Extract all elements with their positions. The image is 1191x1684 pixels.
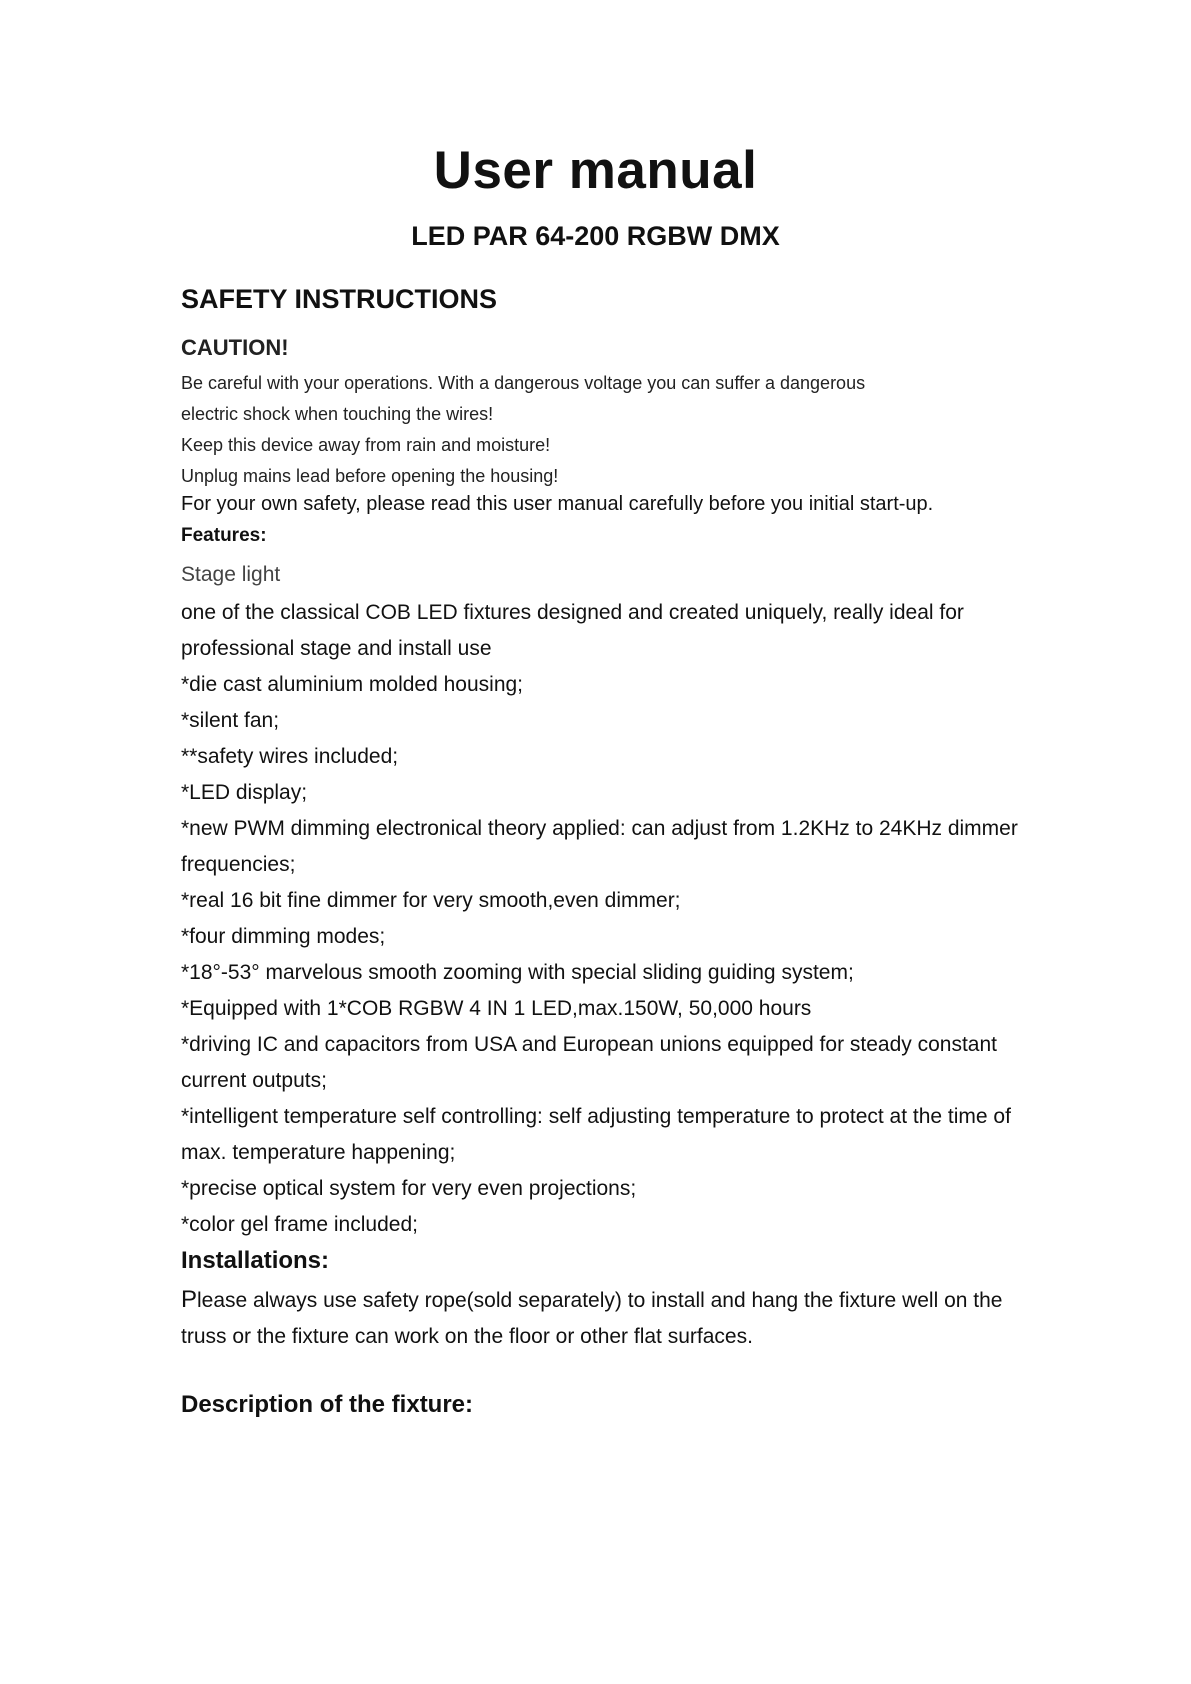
feature-line: *intelligent temperature self controlling: self adjusting temperature to protect at the time of — [181, 1105, 1011, 1128]
feature-line: one of the classical COB LED fixtures designed and created uniquely, really ideal for — [181, 601, 964, 624]
page-title: User manual — [433, 141, 758, 200]
features-category: Stage light — [181, 563, 281, 586]
description-heading: Description of the fixture: — [181, 1391, 474, 1418]
caution-list — [181, 368, 865, 492]
feature-line: **safety wires included; — [181, 745, 399, 768]
read-manual-notice: For your own safety, please read this user manual carefully before you initial start-up. — [181, 493, 934, 515]
installations-initial: P — [181, 1286, 198, 1313]
installations-line1: lease always use safety rope(sold separately) to install and hang the fixture well on the — [197, 1289, 1003, 1312]
product-subtitle: LED PAR 64-200 RGBW DMX — [411, 221, 780, 251]
feature-line: *die cast aluminium molded housing; — [181, 673, 524, 696]
feature-line: *LED display; — [181, 781, 308, 804]
feature-line: professional stage and install use — [181, 637, 492, 660]
feature-line: *driving IC and capacitors from USA and European unions equipped for steady constant — [181, 1033, 997, 1056]
feature-line: *four dimming modes; — [181, 925, 386, 948]
feature-line: *silent fan; — [181, 709, 280, 732]
caution-heading: CAUTION! — [181, 335, 289, 360]
safety-heading: SAFETY INSTRUCTIONS — [181, 284, 498, 314]
installations-text — [181, 1282, 1031, 1355]
caution-line: Keep this device away from rain and moisture! — [181, 435, 551, 455]
feature-line: *Equipped with 1*COB RGBW 4 IN 1 LED,max.150W, 50,000 hours — [181, 997, 812, 1020]
installations-line2: truss or the fixture can work on the floor or other flat surfaces. — [181, 1325, 753, 1348]
features-list — [181, 595, 1031, 1243]
feature-line: frequencies; — [181, 853, 296, 876]
feature-line: *18°-53° marvelous smooth zooming with special sliding guiding system; — [181, 961, 854, 984]
installations-heading: Installations: — [181, 1247, 330, 1274]
caution-line: Unplug mains lead before opening the housing! — [181, 466, 559, 486]
feature-line: *real 16 bit fine dimmer for very smooth,even dimmer; — [181, 889, 681, 912]
caution-line: Be careful with your operations. With a dangerous voltage you can suffer a dangerous — [181, 373, 866, 393]
caution-line: electric shock when touching the wires! — [181, 404, 494, 424]
feature-line: *precise optical system for very even projections; — [181, 1177, 637, 1200]
feature-line: max. temperature happening; — [181, 1141, 456, 1164]
features-heading: Features: — [181, 525, 267, 546]
feature-line: *new PWM dimming electronical theory applied: can adjust from 1.2KHz to 24KHz dimmer — [181, 817, 1018, 840]
feature-line: current outputs; — [181, 1069, 327, 1092]
feature-line: *color gel frame included; — [181, 1213, 418, 1236]
